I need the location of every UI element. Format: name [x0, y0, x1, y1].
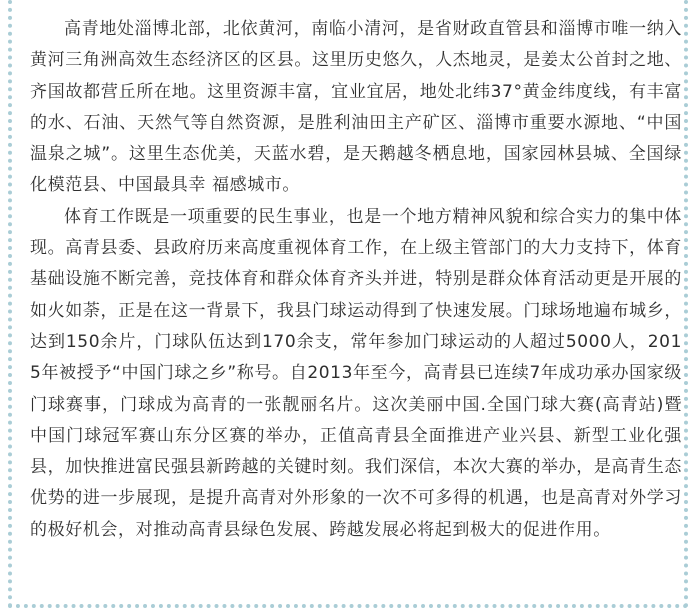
article-frame: [8, 0, 688, 608]
article-paragraph-sports: 体育工作既是一项重要的民生事业，也是一个地方精神风貌和综合实力的集中体现。高青县委、县政府历来高度重视体育工作，在上级主管部门的大力支持下，体育基础设施不断完善，竞技体育和群众体育齐头并进，特别是群众体育活动更是开展的如火如荼，正是在这一背景下，我县门球运动得到了快速发展。门球场地遍布城乡，达到150余片，门球队伍达到170余支，常年参加门球运动的人超过5000人，2015年被授予“中国门球之乡”称号。自2013年至今，高青县已连续7年成功承办国家级门球赛事，门球成为高青的一张靓丽名片。这次美丽中国.全国门球大赛(高青站)暨中国门球冠军赛山东分区赛的举办，正值高青县全面推进产业兴县、新型工业化强县，加快推进富民强县新跨越的关键时刻。我们深信，本次大赛的举办，是高青生态优势的进一步展现，是提升高青对外形象的一次不可多得的机遇，也是高青对外学习的极好机会，对推动高青县绿色发展、跨越发展必将起到极大的促进作用。: [30, 206, 682, 540]
article-paragraph-intro: 高青地处淄博北部，北依黄河，南临小清河，是省财政直管县和淄博市唯一纳入黄河三角洲高效生态经济区的区县。这里历史悠久，人杰地灵，是姜太公首封之地、齐国故都营丘所在地。这里资源丰富，宜业宜居，地处北纬37°黄金纬度线，有丰富的水、石油、天然气等自然资源，是胜利油田主产矿区、淄博市重要水源地、“中国温泉之城”。这里生态优美，天蓝水碧，是天鹅越冬栖息地，国家园林县城、全国绿化模范县、中国最具幸 福感城市。: [30, 19, 682, 196]
article-body: [30, 14, 682, 546]
